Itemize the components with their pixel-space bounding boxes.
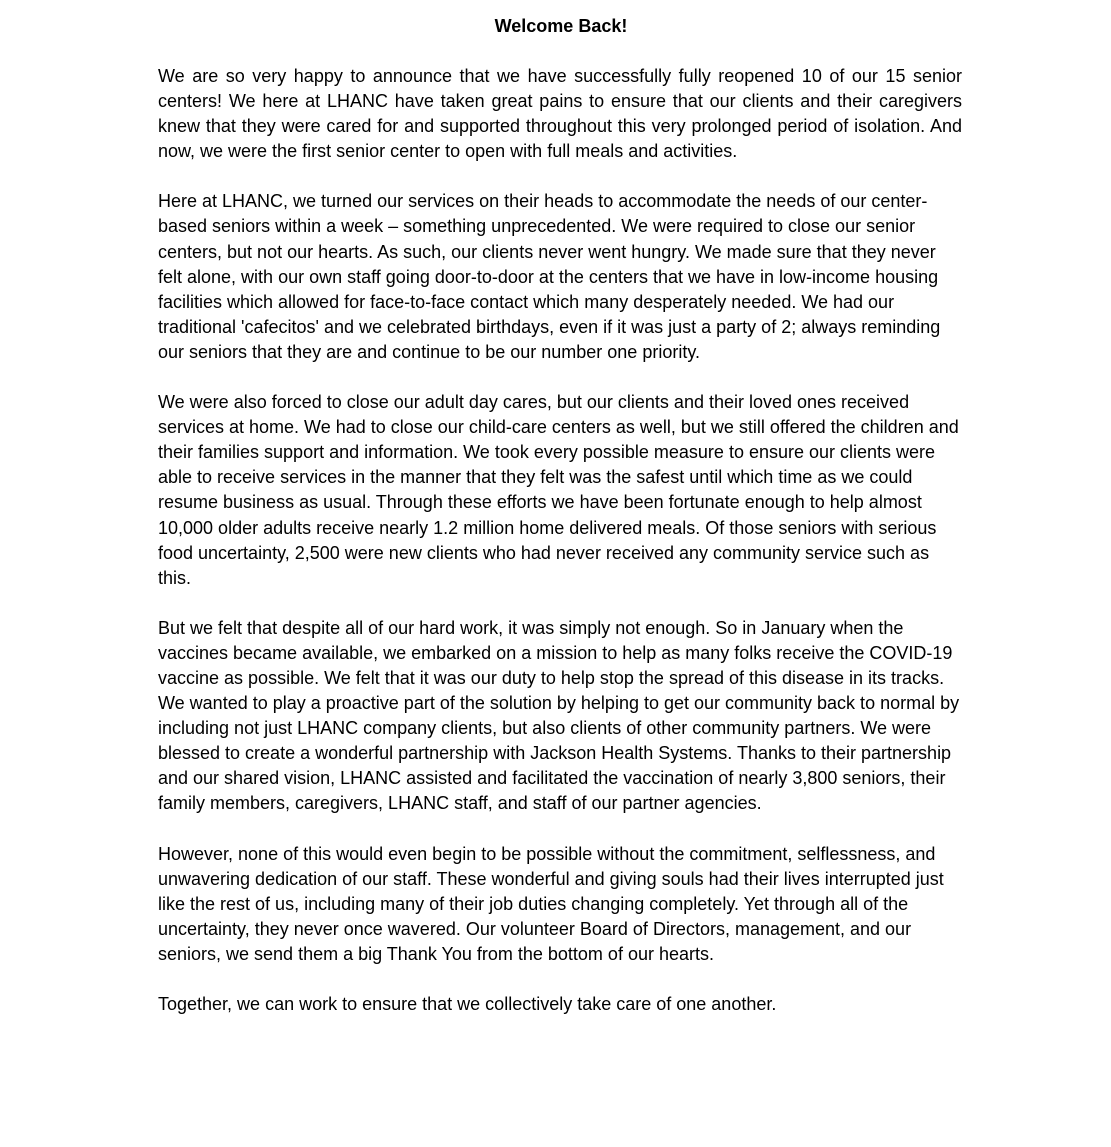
document-body [158,64,962,1017]
paragraph-staff-thanks: However, none of this would even begin to be possible without the commitment, selflessness, and unwavering dedication of our staff. These wonderful and giving souls had their lives interrupted just like the rest of us, including many of their job duties changing completely. Yet through all of the uncertainty, they never once wavered. Our volunteer Board of Directors, management, and our seniors, we send them a big Thank You from the bottom of our hearts. [158,843,944,964]
paragraph-reopening: We are so very happy to announce that we have successfully fully reopened 10 of our 15 senior centers! We here at LHANC have taken great pains to ensure that our clients and their caregivers knew that they were cared for and supported throughout this very prolonged period of isolation. And now, we were the first senior center to open with full meals and activities. [158,66,962,162]
paragraph-services: Here at LHANC, we turned our services on their heads to accommodate the needs of our center-based seniors within a week – something unprecedented. We were required to close our senior centers, but not our hearts. As such, our clients never went hungry. We made sure that they never felt alone, with our own staff going door-to-door at the centers that we have in low-income housing facilities which allowed for face-to-face contact which many desperately needed. We had our traditional 'cafecitos' and we celebrated birthdays, even if it was just a party of 2; always reminding our seniors that they are and continue to be our number one priority. [158,191,941,362]
paragraph-closing: Together, we can work to ensure that we collectively take care of one another. [158,994,777,1014]
paragraph-adult-day-cares: We were also forced to close our adult day cares, but our clients and their loved ones received services at home. We had to close our child-care centers as well, but we still offered the children and their families support and information. We took every possible measure to ensure our clients were able to receive services in the manner that they felt was the safest until which time as we could resume business as usual. Through these efforts we have been fortunate enough to help almost 10,000 older adults receive nearly 1.2 million home delivered meals. Of those seniors with serious food uncertainty, 2,500 were new clients who had never received any community service such as this. [158,392,959,588]
paragraph-vaccines: But we felt that despite all of our hard work, it was simply not enough. So in January when the vaccines became available, we embarked on a mission to help as many folks receive the COVID-19 vaccine as possible. We felt that it was our duty to help stop the spread of this disease in its tracks. We wanted to play a proactive part of the solution by helping to get our community back to normal by including not just LHANC company clients, but also clients of other community partners. We were blessed to create a wonderful partnership with Jackson Health Systems. Thanks to their partnership and our shared vision, LHANC assisted and facilitated the vaccination of nearly 3,800 seniors, their family members, caregivers, LHANC staff, and staff of our partner agencies. [158,617,960,814]
document-title: Welcome Back! [494,16,628,36]
